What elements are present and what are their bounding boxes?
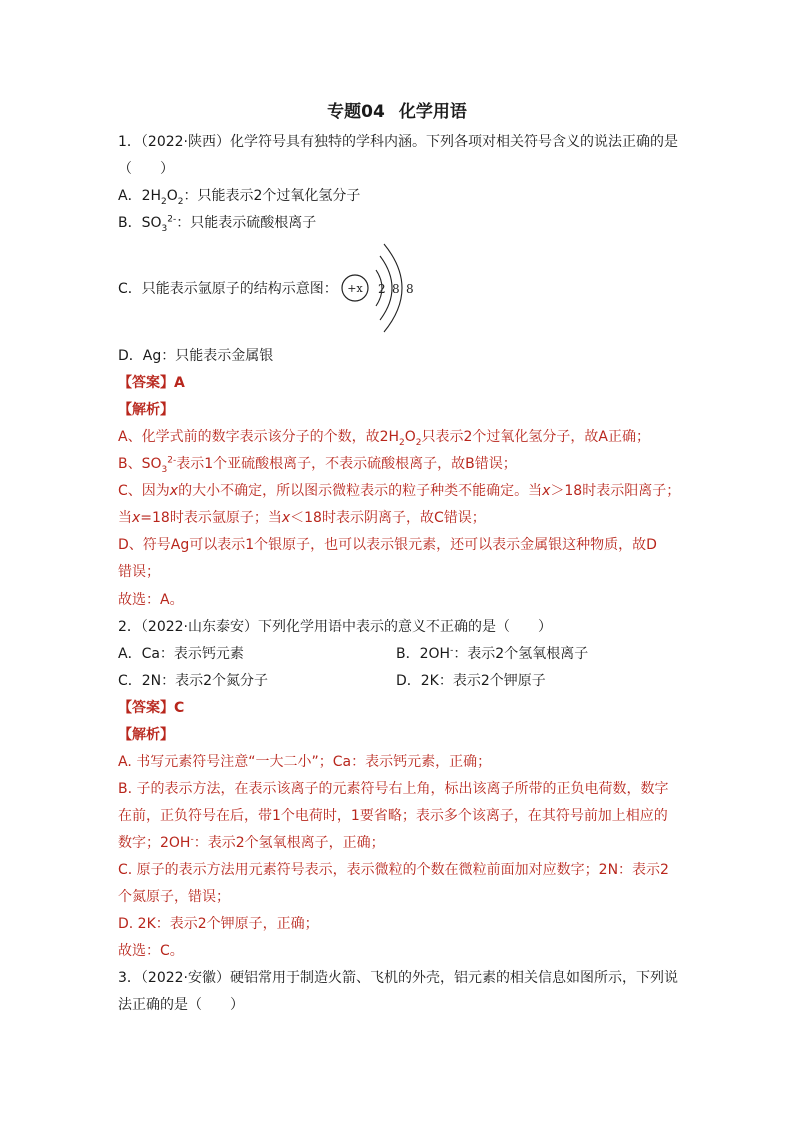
q1-choice: 故选：A。 xyxy=(118,592,184,608)
q1-option-d: D．Ag：只能表示金属银 xyxy=(118,348,274,364)
q2-analysis-c1: C. 原子的表示方法用元素符号表示，表示微粒的个数在微粒前面加对应数字；2N：表示2 xyxy=(118,862,669,878)
q3-stem-line1: 3．（2022·安徽）硬铝常用于制造火箭、飞机的外壳，铝元素的相关信息如图所示，下列说 xyxy=(118,970,678,986)
q1-paren: （ ） xyxy=(118,161,174,177)
q2-stem: 2．（2022·山东泰安）下列化学用语中表示的意义不正确的是（ ） xyxy=(118,619,552,635)
q1-option-a: A．$2H_2O_2$：只能表示2个过氧化氢分子 xyxy=(118,188,361,207)
q1-analysis-d2: 错误； xyxy=(118,564,160,580)
nucleus-charge: +x xyxy=(347,282,363,295)
q3-stem-line2: 法正确的是（ ） xyxy=(118,997,244,1013)
q2-analysis-b3: 数字；2OH-：表示2个氢氧根离子，正确； xyxy=(118,834,385,851)
title-main: 专题04 xyxy=(327,102,385,122)
shell-1-count: 2 xyxy=(378,282,386,296)
q2-answer: 【答案】C xyxy=(118,700,185,716)
q2-option-d: D．2K：表示2个钾原子 xyxy=(396,673,546,689)
q2-analysis-b2: 在前，正负符号在后，带1个电荷时，1要省略；表示多个该离子，在其符号前加上相应的 xyxy=(118,808,668,824)
q2-analysis-d: D. 2K：表示2个钾原子，正确； xyxy=(118,916,319,932)
q2-choice: 故选：C。 xyxy=(118,943,184,959)
q1-analysis-b: B、$SO_3^{2-}$表示1个亚硫酸根离子，不表示硫酸根离子，故B错误； xyxy=(118,455,517,475)
q2-option-a: A．Ca：表示钙元素 xyxy=(118,646,244,662)
title-sub: 化学用语 xyxy=(398,102,467,122)
q2-analysis-b1: B. 子的表示方法，在表示该离子的元素符号右上角，标出该离子所带的正负电荷数，数字 xyxy=(118,781,669,797)
q2-option-b: B．2OH-：表示2个氢氧根离子 xyxy=(396,645,589,662)
q2-analysis-a: A. 书写元素符号注意“一大二小”；Ca：表示钙元素，正确； xyxy=(118,754,492,770)
q1-analysis-d1: D、符号Ag可以表示1个银原子，也可以表示银元素，还可以表示金属银这种物质，故D xyxy=(118,537,657,553)
q1-analysis-a: A、化学式前的数字表示该分子的个数，故$2H_2O_2$只表示2个过氧化氢分子，故A正确； xyxy=(118,429,650,448)
q1-option-b: B．$SO_3^{2-}$：只能表示硫酸根离子 xyxy=(118,214,317,234)
q1-analysis-c2: 当x=18时表示氩原子；当x＜18时表示阴离子，故C错误； xyxy=(118,510,486,526)
page-title xyxy=(0,97,794,122)
q1-answer: 【答案】A xyxy=(118,375,185,391)
q1-option-c: C．只能表示氩原子的结构示意图： xyxy=(118,281,338,297)
shell-3-count: 8 xyxy=(406,282,414,296)
atom-structure-diagram xyxy=(332,242,442,334)
q1-analysis-label: 【解析】 xyxy=(118,402,174,418)
q1-stem: 1．（2022·陕西）化学符号具有独特的学科内涵。下列各项对相关符号含义的说法正确的是 xyxy=(118,134,678,150)
q2-option-c: C．2N：表示2个氮分子 xyxy=(118,673,269,689)
q2-analysis-c2: 个氮原子，错误； xyxy=(118,889,230,905)
q1-analysis-c1: C、因为x的大小不确定，所以图示微粒表示的粒子种类不能确定。当x＞18时表示阳离子； xyxy=(118,483,681,499)
q2-analysis-label: 【解析】 xyxy=(118,727,174,743)
shell-2-count: 8 xyxy=(392,282,400,296)
